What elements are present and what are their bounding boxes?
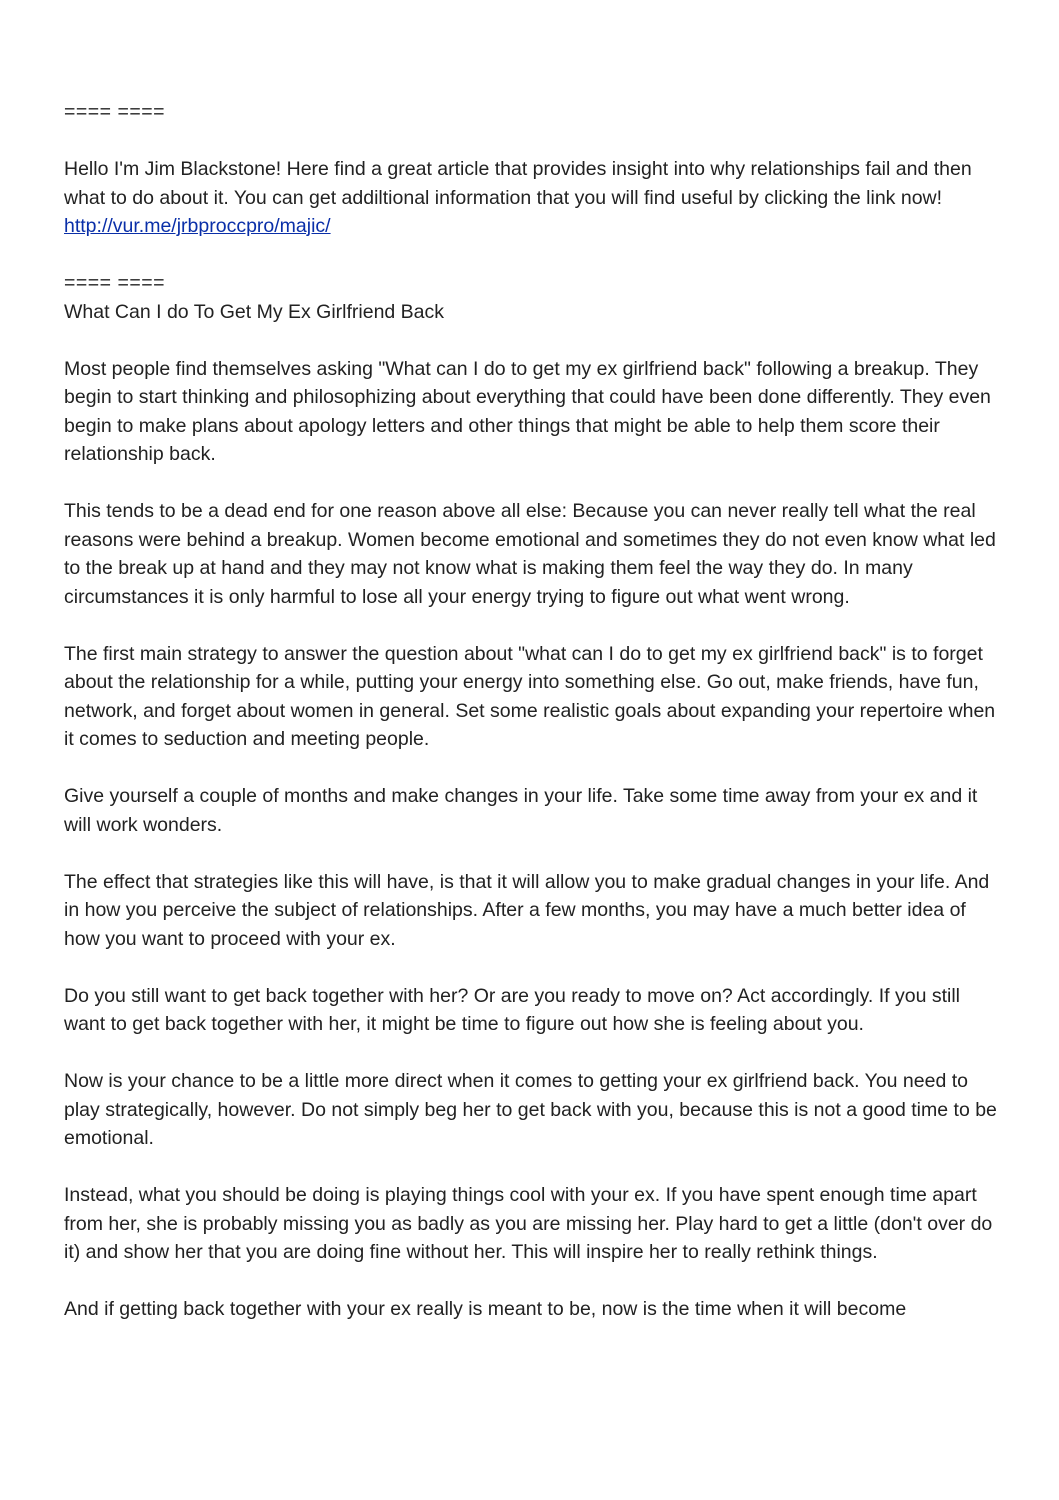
paragraph: And if getting back together with your ex really is meant to be, now is the time when it will become [64,1298,907,1320]
paragraph: Most people find themselves asking "What can I do to get my ex girlfriend back" following a breakup. They begin to start thinking and philosophizing about everything that could have been done differently. They even begin to make plans about apology letters and other things that might be able to help them score their relationship back. [64,357,991,465]
paragraph: Do you still want to get back together with her? Or are you ready to move on? Act accordingly. If you still want to get back together with her, it might be time to figure out how she is feeling about you. [64,984,961,1035]
paragraph: This tends to be a dead end for one reason above all else: Because you can never really tell what the real reasons were behind a breakup. Women become emotional and sometimes they do not even know what led to the break up at hand and they may not know what is making them feel the way they do. In many circumstances it is only harmful to lose all your energy trying to figure out what went wrong. [64,500,996,608]
spacer [64,127,1004,156]
intro-text: Hello I'm Jim Blackstone! Here find a great article that provides insight into why relationships fail and then what to do about it. You can get addiltional information that you will find useful by clicking the link now! [64,158,972,209]
paragraph: The first main strategy to answer the question about "what can I do to get my ex girlfriend back" is to forget about the relationship for a while, putting your energy into something else. Go out, make friends, have fun, network, and forget about women in general. Set some realistic goals about expanding your repertoire when it comes to seduction and meeting people. [64,642,996,750]
paragraph: Instead, what you should be doing is playing things cool with your ex. If you have spent enough time apart from her, she is probably missing you as badly as you are missing her. Play hard to get a little (don't over do it) and show her that you are doing fine without her. This will inspire her to really rethink things. [64,1184,993,1263]
separator-top: ==== ==== [64,101,166,123]
separator-bottom: ==== ==== [64,272,166,294]
document-page [64,98,1004,1352]
paragraph: The effect that strategies like this will have, is that it will allow you to make gradual changes in your life. And in how you perceive the subject of relationships. After a few months, you may have a much better idea of how you want to proceed with your ex. [64,870,990,950]
article-link[interactable]: http://vur.me/jrbproccpro/majic/ [64,215,331,237]
spacer [64,241,1004,270]
paragraph: Give yourself a couple of months and make changes in your life. Take some time away from your ex and it will work wonders. [64,785,978,836]
paragraph: Now is your chance to be a little more direct when it comes to getting your ex girlfriend back. You need to play strategically, however. Do not simply beg her to get back with you, because this is not a good time to be emotional. [64,1070,997,1149]
link-line [64,212,1004,241]
article-title: What Can I do To Get My Ex Girlfriend Back [64,300,445,323]
